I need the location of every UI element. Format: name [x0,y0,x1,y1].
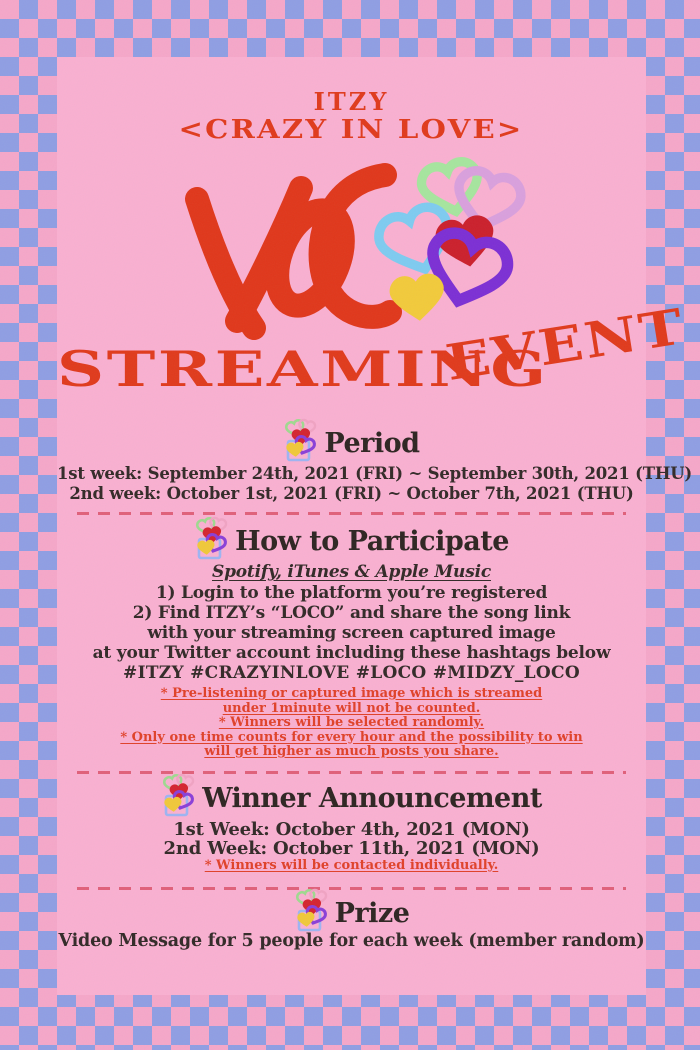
how-to-heading-label: How to Participate [235,525,509,557]
album-title: <CRAZY IN LOVE> [178,115,525,145]
dashed-divider [77,512,626,515]
section-heading-prize [57,889,646,937]
participate-step-line: 2) Find ITZY’s “LOCO” and share the song link [132,603,571,623]
loco-letters [197,175,390,328]
participate-note-line: under 1minute will not be counted. [222,700,481,716]
participate-step-line: with your streaming screen captured image [147,623,556,643]
participate-note-line: * Pre-listening or captured image which is streamed [160,686,543,701]
loco-album-icon [161,772,195,818]
section-heading-period [57,419,646,467]
heart-cluster [374,159,525,324]
section-heading-winner-announcement [57,774,646,822]
loco-logo-art [117,143,597,348]
participate-note-line: will get higher as much posts you share. [204,744,499,759]
winner-note-line: * Winners will be contacted individually. [204,858,499,873]
loco-album-icon [283,417,317,463]
participate-step-line: at your Twitter account including these hashtags below [92,643,611,663]
participate-step-line: 1) Login to the platform you’re registered [155,583,548,603]
prize-description: Video Message for 5 people for each week (member random) [58,931,645,951]
hashtags-line: #ITZY #CRAZYINLOVE #LOCO #MIDZY_LOCO [123,663,580,683]
poster-panel [57,57,693,995]
period-week2-dates: 2nd week: October 1st, 2021 (FRI) ~ October 7th, 2021 (THU) [69,484,634,503]
period-week1-dates: 1st week: September 24th, 2021 (FRI) ~ September 30th, 2021 (THU) [57,464,693,483]
loco-album-icon [294,887,328,933]
winner-week2-date: 2nd Week: October 11th, 2021 (MON) [163,838,540,859]
platforms-label: Spotify, iTunes & Apple Music [212,562,491,582]
section-heading-how-to-participate [57,517,646,565]
loco-album-icon [194,515,228,561]
prize-heading-label: Prize [334,897,410,929]
period-heading-label: Period [324,427,420,459]
winner-week1-date: 1st Week: October 4th, 2021 (MON) [173,819,530,840]
winner-heading-label: Winner Announcement [202,782,542,814]
participate-note-line: * Winners will be selected randomly. [218,715,485,730]
event-title-event: EVENT [441,297,689,392]
event-title-streaming: STREAMING [57,340,549,398]
artist-name: ITZY [313,87,390,116]
participate-note-line: * Only one time counts for every hour and the possibility to win [120,729,583,745]
